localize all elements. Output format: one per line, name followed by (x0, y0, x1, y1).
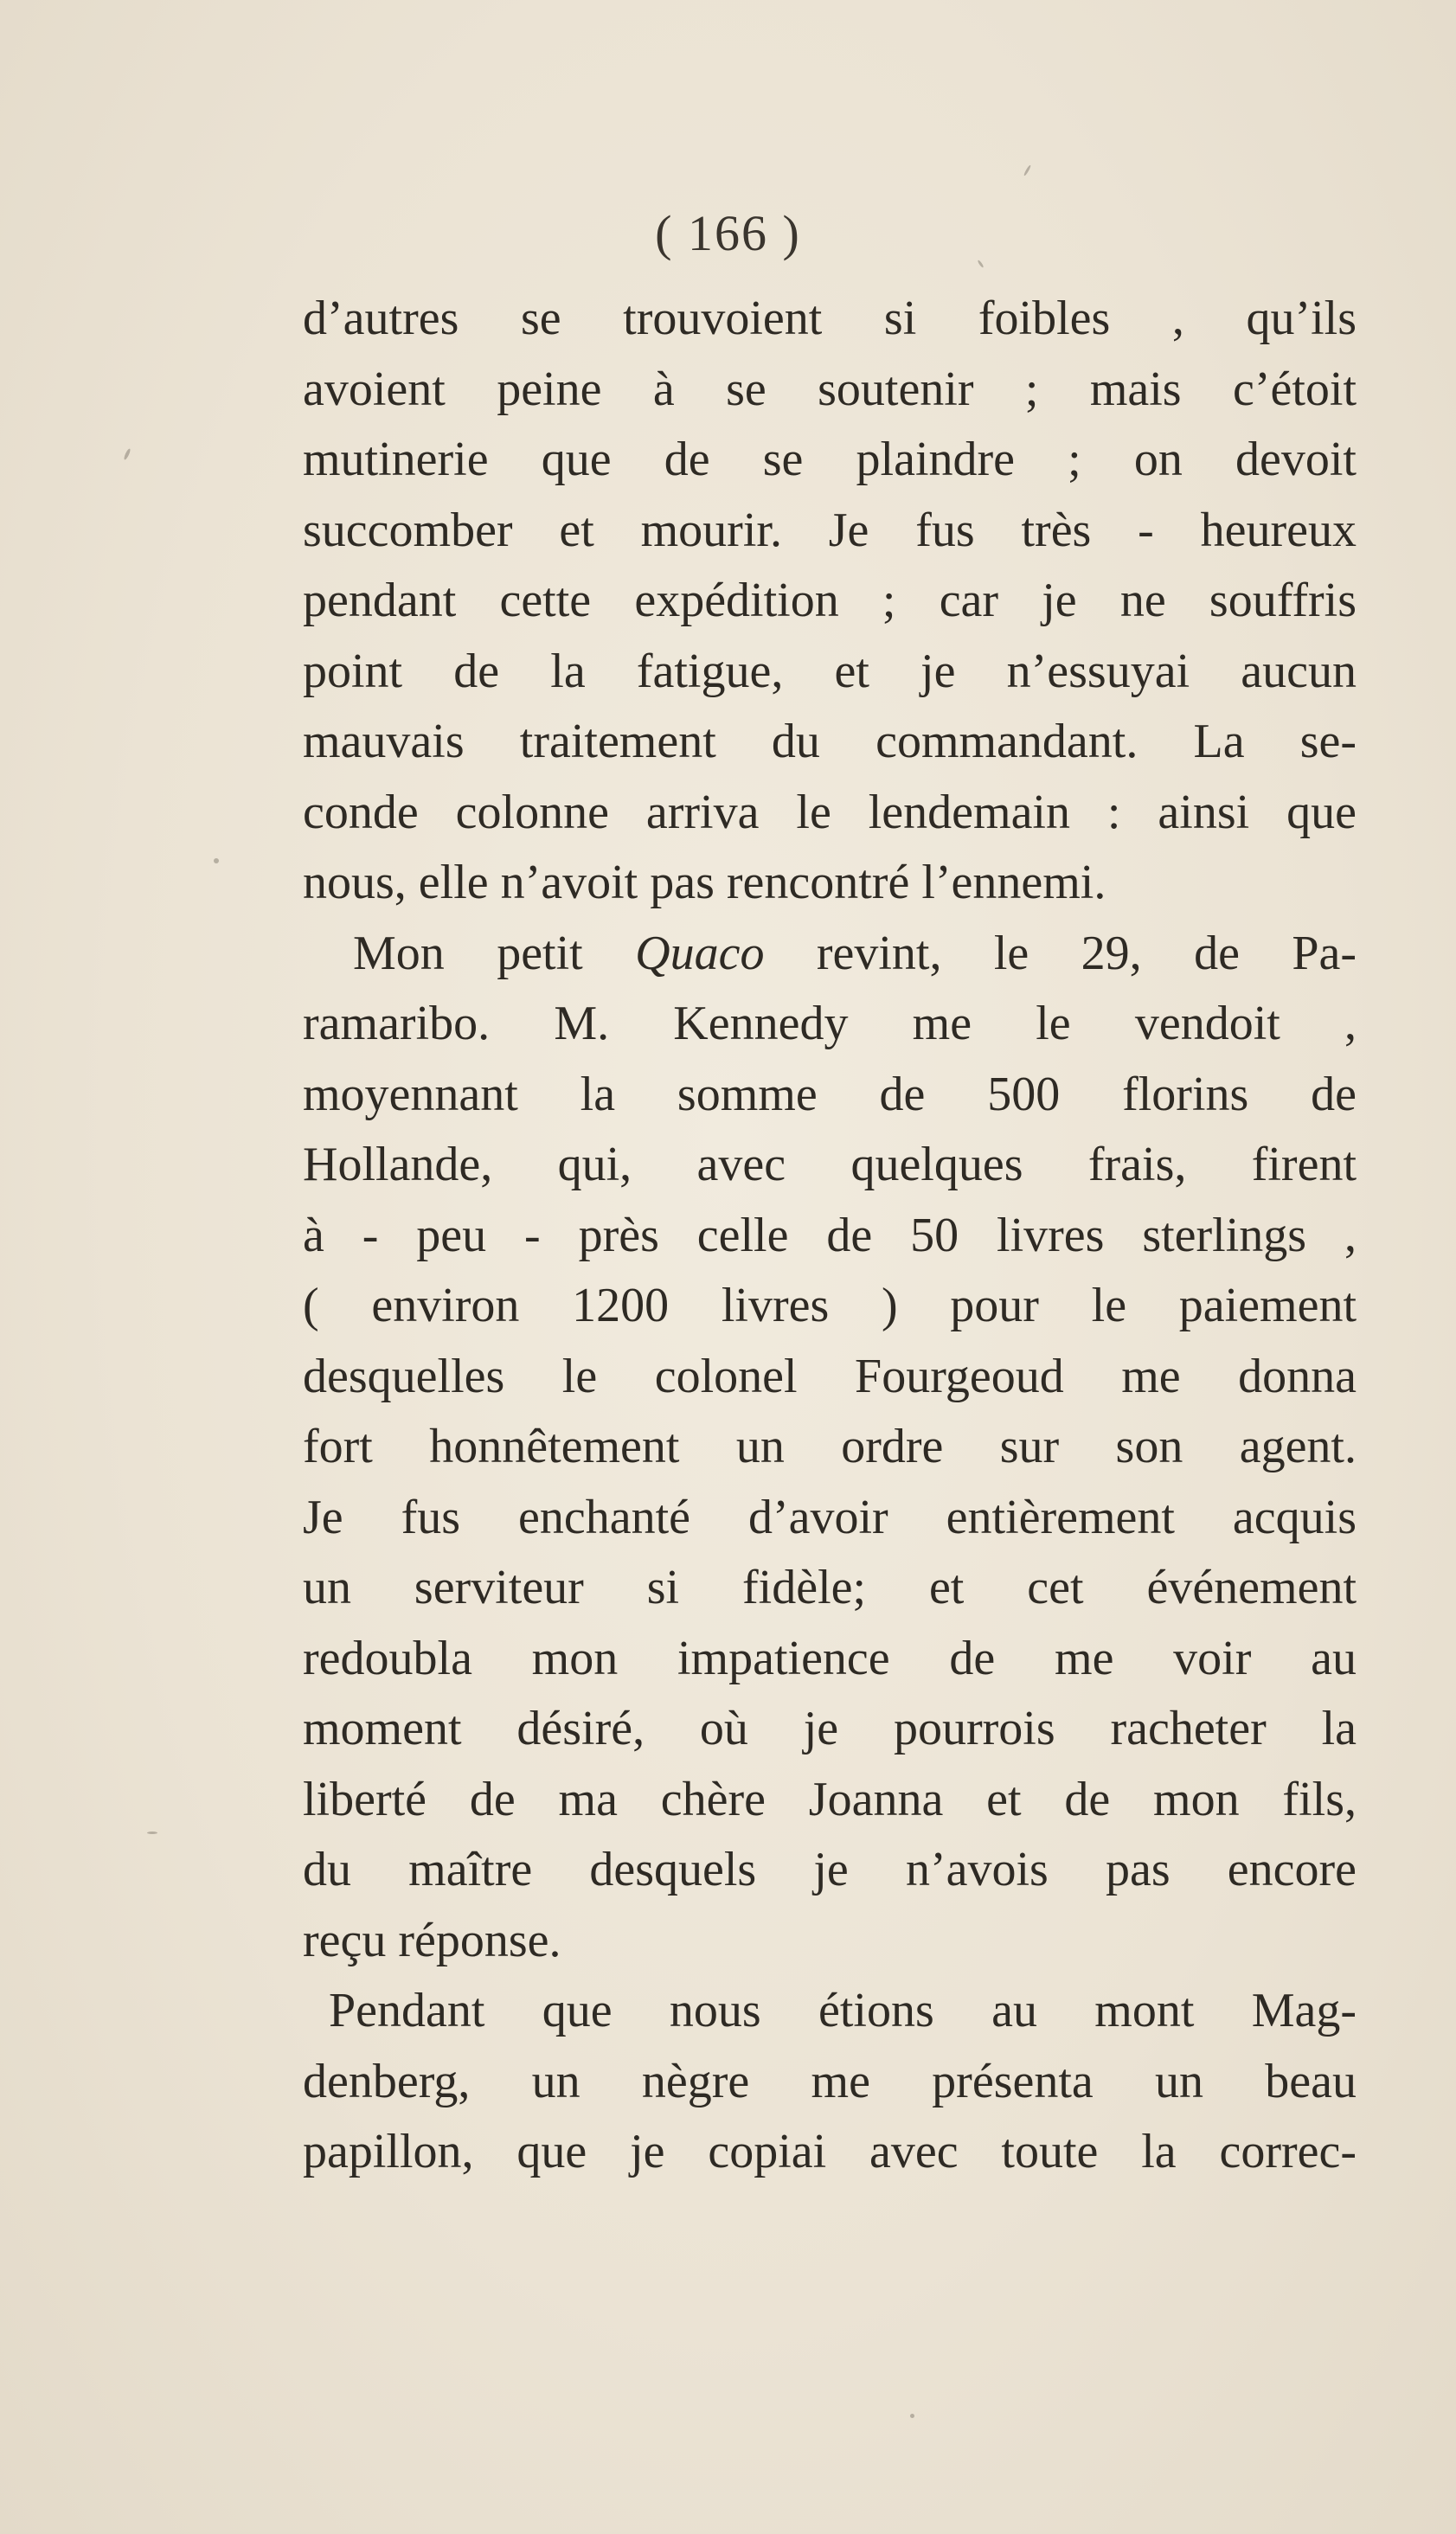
text-segment: Mon petit (353, 926, 636, 980)
text-line: d’autres se trouvoient si foibles , qu’ils (303, 292, 1357, 345)
text-line: un serviteur si fidèle; et cet événement (303, 1561, 1357, 1614)
text-line: ramaribo. M. Kennedy me le vendoit , (303, 997, 1357, 1050)
text-line: à - peu - près celle de 50 livres sterlings , (303, 1208, 1357, 1262)
text-line: pendant cette expédition ; car je ne souffris (303, 574, 1357, 627)
paper-speck (147, 1832, 157, 1834)
text-line: ( environ 1200 livres ) pour le paiement (303, 1279, 1357, 1332)
text-line: avoient peine à se soutenir ; mais c’étoit (303, 362, 1357, 416)
text-line: fort honnêtement un ordre sur son agent. (303, 1420, 1357, 1473)
text-line: succomber et mourir. Je fus très - heureux (303, 503, 1357, 557)
text-line: du maître desquels je n’avois pas encore (303, 1843, 1357, 1896)
paper-speck (910, 2414, 914, 2418)
text-segment: revint, le 29, de Pa- (764, 926, 1357, 980)
text-line: reçu réponse. (303, 1913, 561, 1967)
paper-speck (1023, 164, 1032, 176)
text-line: desquelles le colonel Fourgeoud me donna (303, 1349, 1357, 1403)
text-line: mutinerie que de se plaindre ; on devoit (303, 433, 1357, 486)
text-line: liberté de ma chère Joanna et de mon fils, (303, 1772, 1357, 1826)
text-line: denberg, un nègre me présenta un beau (303, 2054, 1357, 2108)
text-line: Pendant que nous étions au mont Mag- (329, 1984, 1357, 2037)
paper-speck (123, 448, 131, 460)
italic-name: Quaco (635, 926, 765, 980)
text-line: moyennant la somme de 500 florins de (303, 1067, 1357, 1121)
paper-speck (214, 858, 219, 863)
text-line: Hollande, qui, avec quelques frais, firent (303, 1138, 1357, 1191)
text-line: nous, elle n’avoit pas rencontré l’ennemi. (303, 856, 1106, 909)
text-line: Je fus enchanté d’avoir entièrement acquis (303, 1490, 1357, 1544)
text-line-quaco (303, 919, 1357, 990)
text-line: point de la fatigue, et je n’essuyai aucun (303, 644, 1357, 698)
text-line: redoubla mon impatience de me voir au (303, 1631, 1357, 1685)
text-line: conde colonne arriva le lendemain : ainsi que (303, 785, 1357, 839)
text-line: moment désiré, où je pourrois racheter la (303, 1702, 1357, 1755)
body-text (303, 284, 1357, 2188)
text-line: papillon, que je copiai avec toute la correc- (303, 2125, 1357, 2178)
text-line: mauvais traitement du commandant. La se- (303, 715, 1357, 768)
page-number: ( 166 ) (655, 205, 801, 261)
